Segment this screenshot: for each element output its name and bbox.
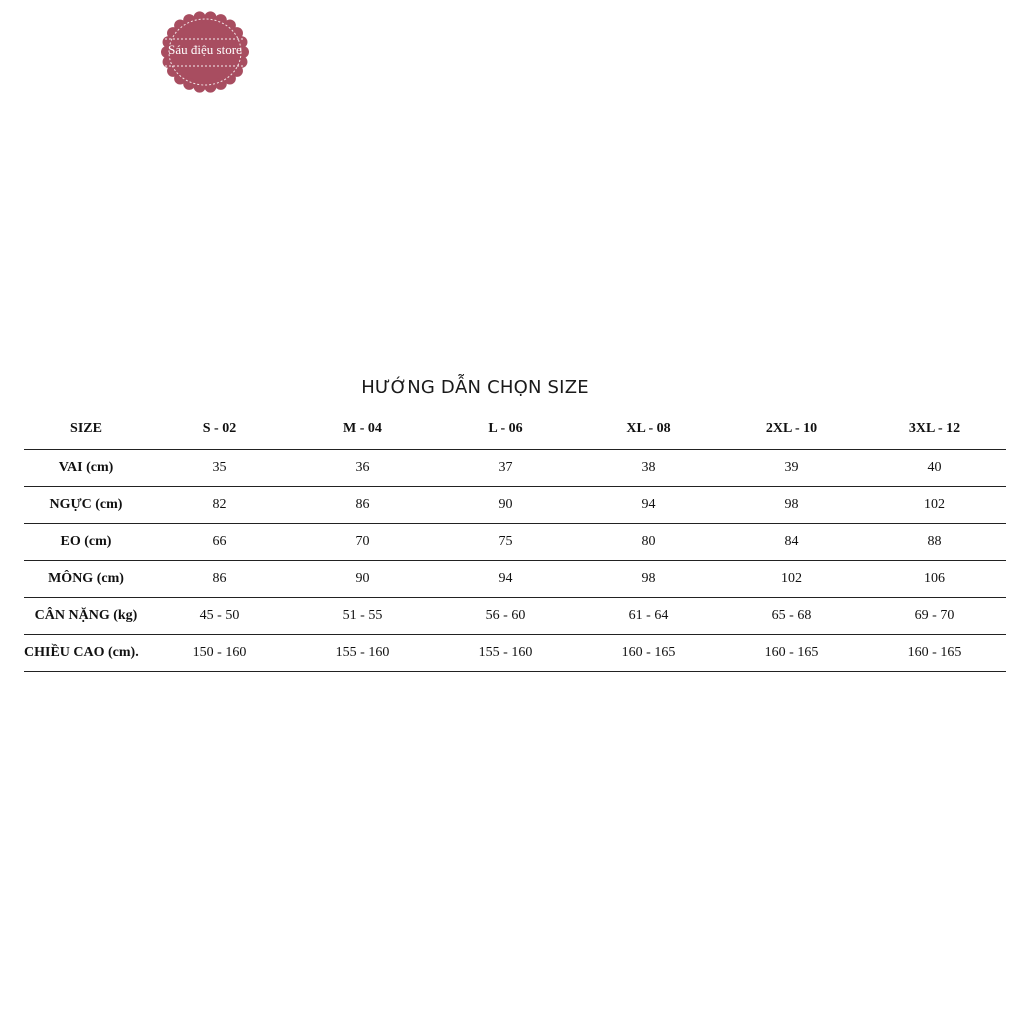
column-header: SIZE: [24, 409, 148, 450]
table-row: [24, 450, 1006, 487]
table-cell: 155 - 160: [434, 635, 577, 672]
column-header: XL - 08: [577, 409, 720, 450]
store-logo: [159, 8, 251, 96]
row-label: CÂN NẶNG (kg): [24, 598, 148, 635]
table-cell: 88: [863, 524, 1006, 561]
table-cell: 51 - 55: [291, 598, 434, 635]
size-chart-table: [24, 409, 1006, 672]
table-cell: 37: [434, 450, 577, 487]
logo-text: Sáu điệu store: [168, 42, 242, 57]
table-cell: 39: [720, 450, 863, 487]
table-cell: 36: [291, 450, 434, 487]
table-cell: 82: [148, 487, 291, 524]
row-label: EO (cm): [24, 524, 148, 561]
table-cell: 150 - 160: [148, 635, 291, 672]
table-cell: 86: [148, 561, 291, 598]
column-header: L - 06: [434, 409, 577, 450]
table-row: [24, 598, 1006, 635]
column-header: 3XL - 12: [863, 409, 1006, 450]
table-cell: 102: [720, 561, 863, 598]
table-cell: 61 - 64: [577, 598, 720, 635]
table-cell: 65 - 68: [720, 598, 863, 635]
table-header-row: [24, 409, 1006, 450]
table-cell: 90: [291, 561, 434, 598]
row-label: NGỰC (cm): [24, 487, 148, 524]
table-row: [24, 635, 1006, 672]
table-cell: 102: [863, 487, 1006, 524]
table-row: [24, 487, 1006, 524]
table-row: [24, 561, 1006, 598]
table-row: [24, 524, 1006, 561]
table-cell: 35: [148, 450, 291, 487]
table-cell: 45 - 50: [148, 598, 291, 635]
table-cell: 94: [434, 561, 577, 598]
table-cell: 80: [577, 524, 720, 561]
row-label: CHIỀU CAO (cm).: [24, 635, 148, 672]
table-cell: 160 - 165: [577, 635, 720, 672]
table-cell: 86: [291, 487, 434, 524]
row-label: VAI (cm): [24, 450, 148, 487]
table-cell: 160 - 165: [720, 635, 863, 672]
table-cell: 66: [148, 524, 291, 561]
row-label: MÔNG (cm): [24, 561, 148, 598]
table-cell: 155 - 160: [291, 635, 434, 672]
table-cell: 98: [577, 561, 720, 598]
column-header: M - 04: [291, 409, 434, 450]
column-header: S - 02: [148, 409, 291, 450]
table-cell: 56 - 60: [434, 598, 577, 635]
table-cell: 94: [577, 487, 720, 524]
table-cell: 40: [863, 450, 1006, 487]
table-cell: 75: [434, 524, 577, 561]
table-cell: 98: [720, 487, 863, 524]
table-cell: 70: [291, 524, 434, 561]
table-cell: 84: [720, 524, 863, 561]
column-header: 2XL - 10: [720, 409, 863, 450]
table-cell: 160 - 165: [863, 635, 1006, 672]
page-title: HƯỚNG DẪN CHỌN SIZE: [361, 377, 589, 398]
table-cell: 69 - 70: [863, 598, 1006, 635]
table-cell: 90: [434, 487, 577, 524]
table-cell: 38: [577, 450, 720, 487]
table-cell: 106: [863, 561, 1006, 598]
